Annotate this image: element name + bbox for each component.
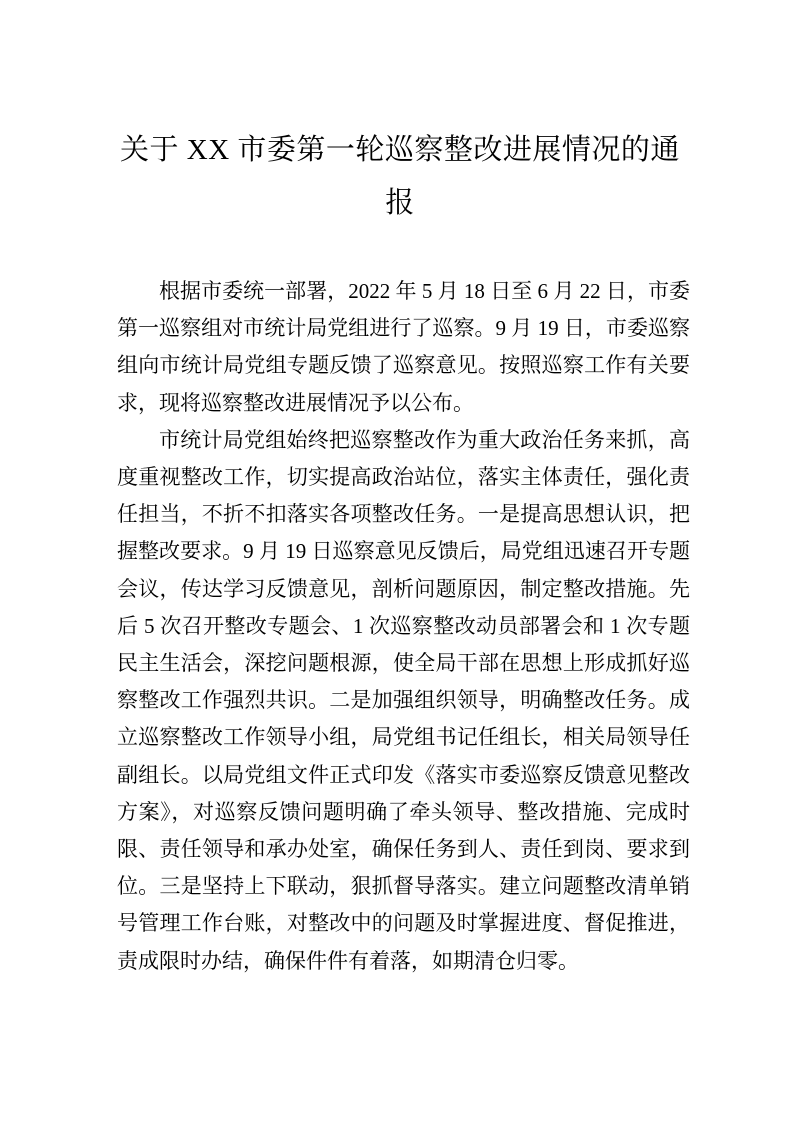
document-title: 关于 XX 市委第一轮巡察整改进展情况的通报 [120,134,680,219]
paragraph-progress-details: 市统计局党组始终把巡察整改作为重大政治任务来抓，高度重视整改工作，切实提高政治站位，落实主体责任，强化责任担当，不折不扣落实各项整改任务。一是提高思想认识，把握整改要求。9 月 19 日巡察意见反馈后，局党组迅速召开专题会议，传达学习反馈意见，剖析问题原因，制定整改措施。先后 5 次召开整改专题会、1 次巡察整改动员部署会和 1 次专题民主生活会，深挖问题根源，使全局干部在思想上形成抓好巡察整改工作强烈共识。二是加强组织领导，明确整改任务。成立巡察整改工作领导小组，局党组书记任组长，相关局领导任副组长。以局党组文件正式印发《落实市委巡察反馈意见整改方案》，对巡察反馈问题明确了牵头领导、整改措施、完成时限、责任领导和承办处室，确保任务到人、责任到岗、要求到位。三是坚持上下联动，狠抓督导落实。建立问题整改清单销号管理工作台账，对整改中的问题及时掌握进度、督促推进，责成限时办结，确保件件有着落，如期清仓归零。 [117,427,690,973]
paragraph-intro: 根据市委统一部署，2022 年 5 月 18 日至 6 月 22 日，市委第一巡察组对市统计局党组进行了巡察。9 月 19 日，市委巡察组向市统计局党组专题反馈了巡察意见。按照巡察工作有关要求，现将巡察整改进展情况予以公布。 [117,279,690,415]
document-body [117,273,690,980]
